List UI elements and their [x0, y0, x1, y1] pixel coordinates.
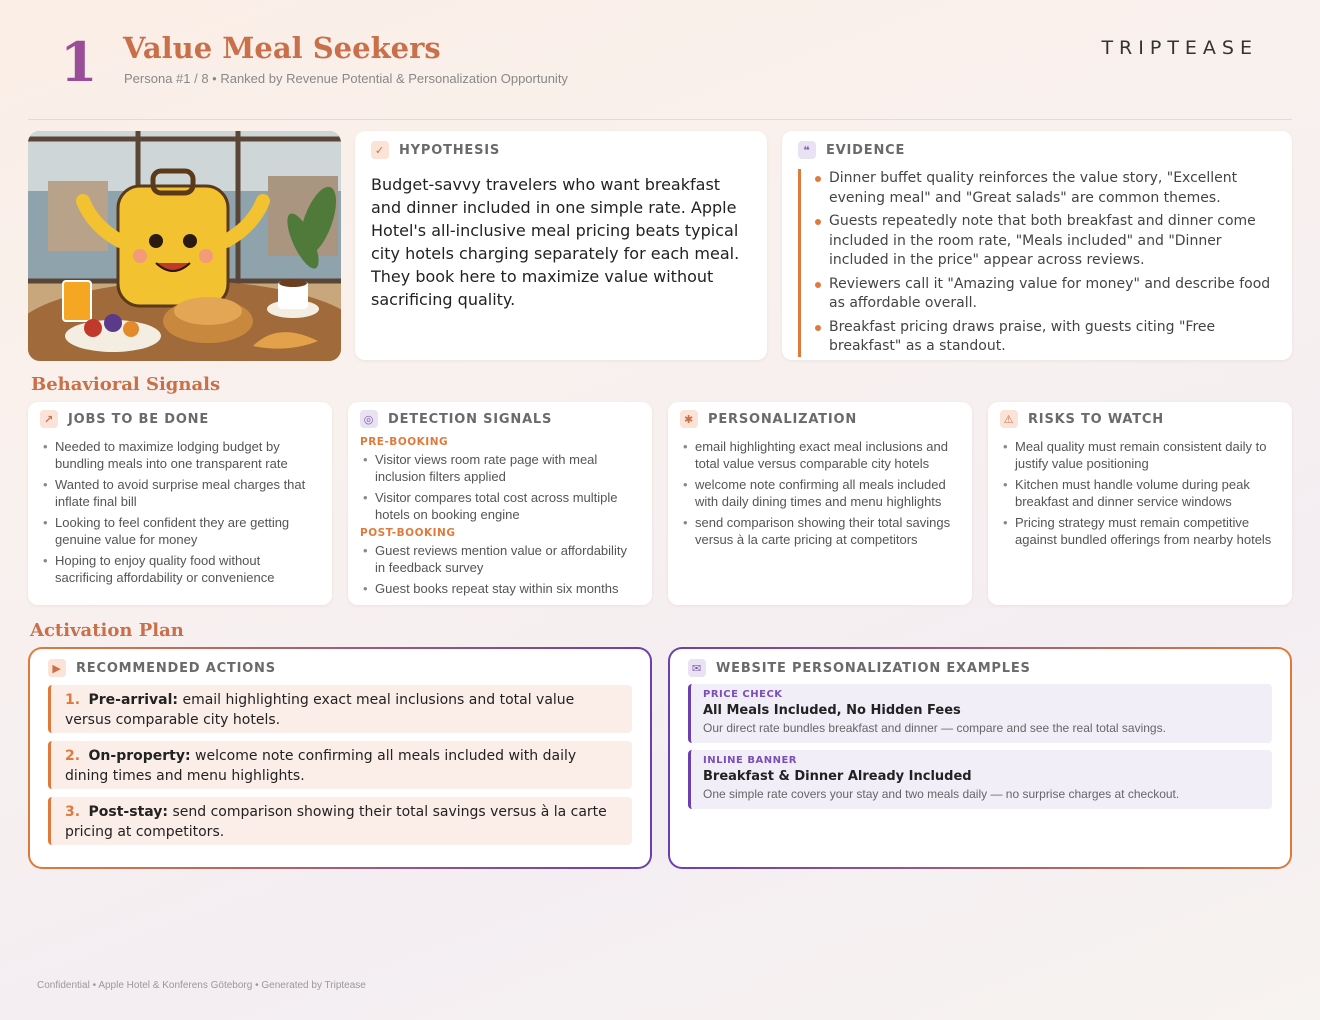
hypothesis-label: HYPOTHESIS	[399, 142, 501, 158]
evidence-item: Guests repeatedly note that both breakfast and dinner come included in the room rate, "Meals included" and "Dinner included in the price" appear across reviews.	[815, 212, 1276, 271]
list-item: • email highlighting exact meal inclusions and total value versus comparable city hotels	[680, 438, 960, 472]
persona-subtitle: Persona #1 / 8 • Ranked by Revenue Potential & Personalization Opportunity	[124, 71, 568, 86]
list-item: • welcome note confirming all meals included with daily dining times and menu highlights	[680, 476, 960, 510]
envelope-icon: ✉	[688, 659, 706, 677]
target-icon: ◎	[360, 410, 378, 428]
list-item: • Visitor compares total cost across multiple hotels on booking engine	[360, 489, 640, 523]
hypothesis-card	[355, 131, 767, 360]
list-item: • Hoping to enjoy quality food without sacrificing affordability or convenience	[40, 552, 320, 586]
behavioral-signals-title: Behavioral Signals	[31, 374, 221, 395]
evidence-item: Breakfast pricing draws praise, with guests citing "Free breakfast" as a standout.	[815, 318, 1276, 357]
action-item	[48, 741, 632, 789]
evidence-item: Dinner buffet quality reinforces the value story, "Excellent evening meal" and "Great salads" are common themes.	[815, 169, 1276, 208]
check-icon: ✓	[371, 141, 389, 159]
list-item: • Needed to maximize lodging budget by bundling meals into one transparent rate	[40, 438, 320, 472]
list-item: • Meal quality must remain consistent daily to justify value positioning	[1000, 438, 1280, 472]
website-personalization-panel	[668, 647, 1292, 869]
persona-illustration	[28, 131, 341, 361]
hypothesis-text: Budget-savvy travelers who want breakfast and dinner included in one simple rate. Apple Hotel's all-inclusive meal pricing beats typical city hotels charging separately for each meal. They book here to maximize value without sacrificing quality.	[371, 175, 740, 309]
action-label: Post-stay:	[88, 804, 168, 820]
example-description: One simple rate covers your stay and two meals daily — no surprise charges at checkout.	[703, 787, 1180, 801]
page-header	[0, 0, 1320, 120]
action-text: welcome note confirming all meals included with daily dining times and menu highlights.	[65, 748, 577, 784]
example-headline: Breakfast & Dinner Already Included	[703, 769, 972, 784]
example-description: Our direct rate bundles breakfast and dinner — compare and see the real total savings.	[703, 721, 1166, 735]
arrow-up-right-icon: ↗	[40, 410, 58, 428]
persona-rank: 1	[60, 30, 98, 94]
evidence-card	[782, 131, 1292, 360]
personalization-card	[668, 402, 972, 605]
activation-plan-title: Activation Plan	[30, 620, 184, 641]
quote-icon: ❝	[798, 141, 816, 159]
example-card	[688, 684, 1272, 743]
website-examples-label: WEBSITE PERSONALIZATION EXAMPLES	[716, 660, 1031, 676]
list-item: • Guest books repeat stay within six months	[360, 580, 640, 597]
risks-card	[988, 402, 1292, 605]
action-label: On-property:	[88, 748, 191, 764]
brand-logo: TRIPTEASE	[1101, 37, 1258, 59]
risks-label: RISKS TO WATCH	[1028, 411, 1164, 427]
persona-title: Value Meal Seekers	[123, 31, 441, 65]
detection-label: DETECTION SIGNALS	[388, 411, 553, 427]
personalization-label: PERSONALIZATION	[708, 411, 858, 427]
example-headline: All Meals Included, No Hidden Fees	[703, 703, 961, 718]
detection-signals-card	[348, 402, 652, 605]
page-footer: Confidential • Apple Hotel & Konferens Göteborg • Generated by Triptease	[37, 980, 366, 991]
action-item	[48, 797, 632, 845]
action-number: 3.	[65, 804, 81, 820]
header-divider	[28, 119, 1292, 120]
action-item	[48, 685, 632, 733]
jobs-to-be-done-card	[28, 402, 332, 605]
example-tag: INLINE BANNER	[703, 755, 797, 766]
action-label: Pre-arrival:	[88, 692, 179, 708]
list-item: • Visitor views room rate page with meal inclusion filters applied	[360, 451, 640, 485]
example-tag: PRICE CHECK	[703, 689, 783, 700]
list-item: • Guest reviews mention value or affordability in feedback survey	[360, 542, 640, 576]
action-text: email highlighting exact meal inclusions and total value versus comparable city hotels.	[65, 692, 575, 728]
example-card	[688, 750, 1272, 809]
jobs-label: JOBS TO BE DONE	[68, 411, 210, 427]
post-booking-label: POST-BOOKING	[360, 527, 456, 539]
recommended-actions-panel	[28, 647, 652, 869]
recommended-actions-label: RECOMMENDED ACTIONS	[76, 660, 276, 676]
list-item: • Wanted to avoid surprise meal charges that inflate final bill	[40, 476, 320, 510]
list-item: • Looking to feel confident they are getting genuine value for money	[40, 514, 320, 548]
warning-icon: ⚠	[1000, 410, 1018, 428]
list-item: • Kitchen must handle volume during peak breakfast and dinner service windows	[1000, 476, 1280, 510]
evidence-label: EVIDENCE	[826, 142, 906, 158]
action-number: 1.	[65, 692, 81, 708]
list-item: • send comparison showing their total savings versus à la carte pricing at competitors	[680, 514, 960, 548]
action-number: 2.	[65, 748, 81, 764]
list-item: • Pricing strategy must remain competitive against bundled offerings from nearby hotels	[1000, 514, 1280, 548]
play-icon: ▶	[48, 659, 66, 677]
asterisk-icon: ✱	[680, 410, 698, 428]
pre-booking-label: PRE-BOOKING	[360, 436, 449, 448]
action-text: send comparison showing their total savings versus à la carte pricing at competitors.	[65, 804, 607, 840]
evidence-item: Reviewers call it "Amazing value for money" and describe food as affordable overall.	[815, 275, 1276, 314]
